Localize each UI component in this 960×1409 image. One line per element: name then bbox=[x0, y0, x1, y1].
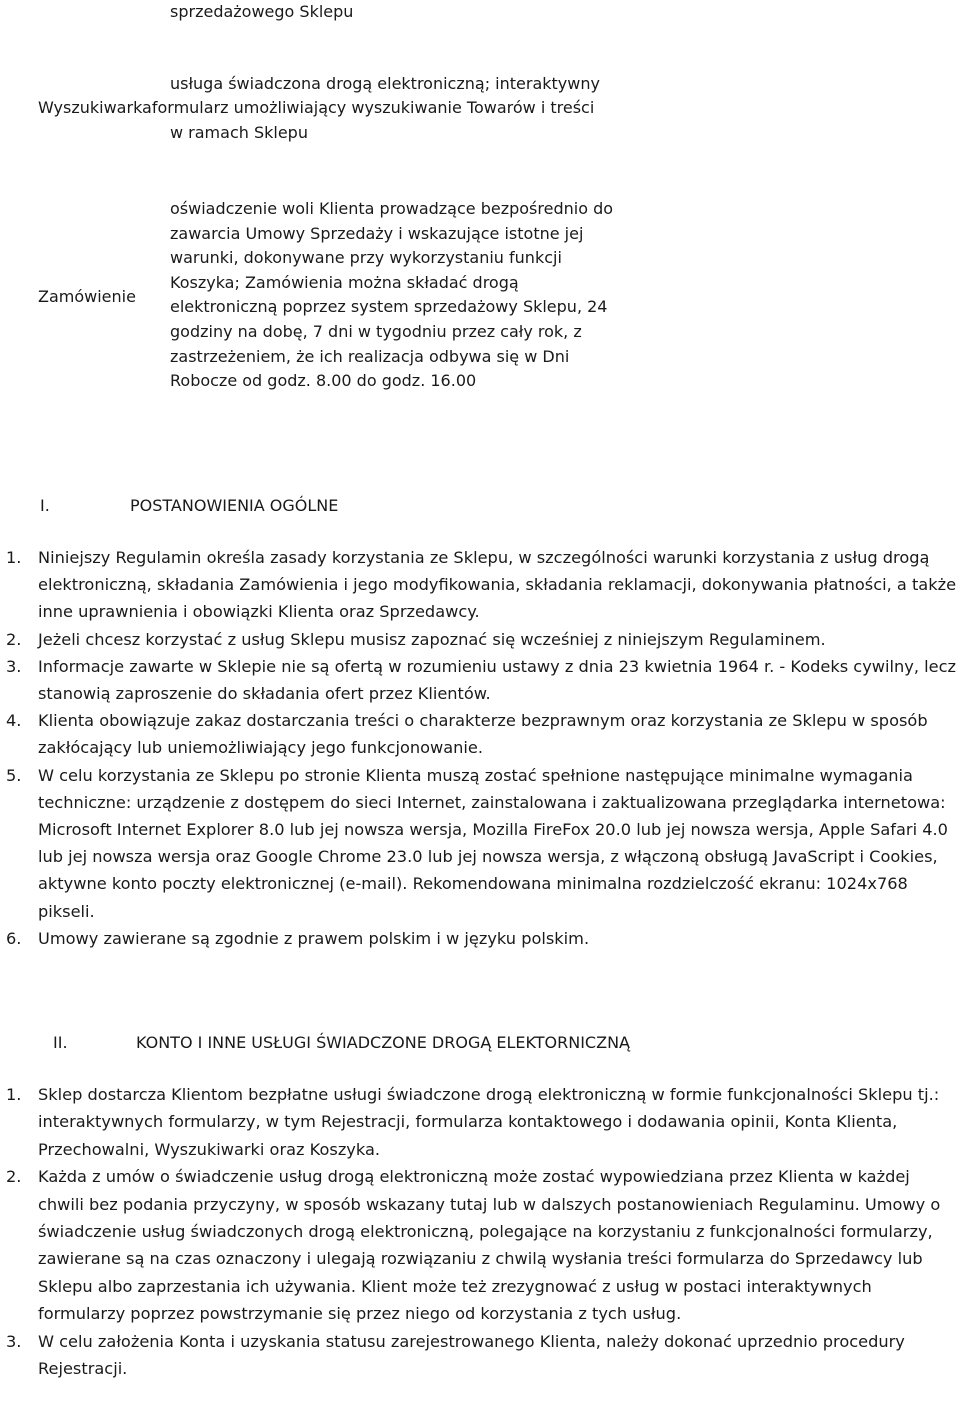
item-text: Każda z umów o świadczenie usług drogą elektroniczną może zostać wypowiedziana przez Klienta w każdej chwili bez podania przyczyny, w sposób wskazany tutaj lub w dalszych postanowieniach Regulaminu. Umowy o świadczenie usług świadczonych drogą elektroniczną, polegające na korzystaniu z funkcjonalności formularzy, zawierane są na czas oznaczony i ulegają rozwiązaniu z chwilą wysłania treści formularza do Sprzedawcy lub Sklepu albo zaprzestania ich używania. Klient może też zrezygnować z usług w postaci interaktywnych formularzy poprzez powstrzymanie się przez niego od korzystania z tych usług. bbox=[38, 1167, 941, 1324]
definition-continuation: sprzedażowego Sklepu bbox=[170, 2, 354, 21]
section-number: II. bbox=[53, 1033, 68, 1052]
item-text: W celu korzystania ze Sklepu po stronie Klienta muszą zostać spełnione następujące minimalne wymagania techniczne: urządzenie z dostępem do sieci Internet, zainstalowana i zaktualizowana przeglądarka internetowa: Microsoft Internet Explorer 8.0 lub jej nowsza wersja, Mozilla FireFox 20.0 lub jej nowsza wersja, Apple Safari 4.0 lub jej nowsza wersja oraz Google Chrome 23.0 lub jej nowsza wersja, z włączoną obsługą JavaScript i Cookies, aktywne konto poczty elektronicznej (e-mail). Rekomendowana minimalna rozdzielczość ekranu: 1024x768 pikseli. bbox=[38, 765, 948, 921]
list-item bbox=[0, 925, 960, 952]
section-heading-2 bbox=[40, 1031, 920, 1055]
item-number: 6. bbox=[6, 928, 22, 948]
item-number: 3. bbox=[6, 656, 22, 676]
definition-wyszukiwarka-line2: formularz umożliwiający wyszukiwanie Towarów i treści bbox=[151, 98, 595, 117]
item-text: Klienta obowiązuje zakaz dostarczania treści o charakterze bezprawnym oraz korzystania ze Sklepu w sposób zakłócający lub uniemożliwiający jego funkcjonowanie. bbox=[38, 711, 928, 758]
section-number: I. bbox=[40, 496, 50, 515]
definition-wyszukiwarka-line3: w ramach Sklepu bbox=[170, 123, 308, 142]
item-number: 1. bbox=[6, 1085, 22, 1104]
item-number: 3. bbox=[6, 1331, 22, 1351]
item-number: 2. bbox=[6, 1167, 22, 1187]
item-text: Informacje zawarte w Sklepie nie są ofertą w rozumieniu ustawy z dnia 23 kwietnia 1964 r. - Kodeks cywilny, lecz stanowią zaproszenie do składania ofert przez Klientów. bbox=[38, 656, 956, 704]
list-item bbox=[0, 544, 960, 626]
definition-term-wyszukiwarka bbox=[38, 96, 594, 120]
item-text: Niniejszy Regulamin określa zasady korzystania ze Sklepu, w szczególności warunki korzystania z usług drogą elektroniczną, składania Zamówienia i jego modyfikowania, składania reklamacji, dokonywania płatności, a także inne uprawnienia i obowiązki Klienta oraz Sprzedawcy. bbox=[38, 548, 957, 622]
section-title: KONTO I INNE USŁUGI ŚWIADCZONE DROGĄ ELEKTORNICZNĄ bbox=[136, 1033, 630, 1052]
list-item bbox=[0, 1163, 960, 1327]
item-text: Sklep dostarcza Klientom bezpłatne usługi świadczone drogą elektroniczną w formie funkcjonalności Sklepu tj.: interaktywnych formularzy, w tym Rejestracji, formularza kontaktowego i dodawania opinii, Konta Klienta, Przechowalni, Wyszukiwarki oraz Koszyka. bbox=[38, 1085, 940, 1159]
section-title: POSTANOWIENIA OGÓLNE bbox=[130, 496, 339, 515]
list-item bbox=[0, 707, 960, 761]
list-item bbox=[0, 653, 960, 707]
item-text: W celu założenia Konta i uzyskania statusu zarejestrowanego Klienta, należy dokonać uprzednio procedury Rejestracji. bbox=[38, 1331, 905, 1379]
item-number: 4. bbox=[6, 711, 22, 731]
term-label: Wyszukiwarka bbox=[38, 98, 152, 117]
item-number: 2. bbox=[6, 629, 22, 649]
definition-wyszukiwarka-line1: usługa świadczona drogą elektroniczną; interaktywny bbox=[170, 74, 600, 93]
list-item bbox=[0, 1328, 960, 1383]
list-item bbox=[0, 1081, 960, 1163]
item-number: 5. bbox=[6, 765, 22, 785]
definition-zamowienie-text: oświadczenie woli Klienta prowadzące bezpośrednio do zawarcia Umowy Sprzedaży i wskazujące istotne jej warunki, dokonywane przy wykorzystaniu funkcji Koszyka; Zamówienia można składać drogą elektroniczną poprzez system sprzedażowy Sklepu, 24 godziny na dobę, 7 dni w tygodniu przez cały rok, z zastrzeżeniem, że ich realizacja odbywa się w Dni Robocze od godz. 8.00 do godz. 16.00 bbox=[170, 199, 614, 391]
section-heading-1 bbox=[40, 494, 440, 518]
list-item bbox=[0, 762, 960, 925]
definition-term-zamowienie: Zamówienie bbox=[38, 287, 136, 306]
item-text: Jeżeli chcesz korzystać z usług Sklepu musisz zapoznać się wcześniej z niniejszym Regulaminem. bbox=[38, 629, 826, 649]
item-number: 1. bbox=[6, 548, 22, 567]
item-text: Umowy zawierane są zgodnie z prawem polskim i w języku polskim. bbox=[38, 928, 590, 948]
list-item bbox=[0, 626, 960, 653]
section-2-list bbox=[0, 1081, 960, 1382]
section-1-list bbox=[0, 544, 960, 952]
